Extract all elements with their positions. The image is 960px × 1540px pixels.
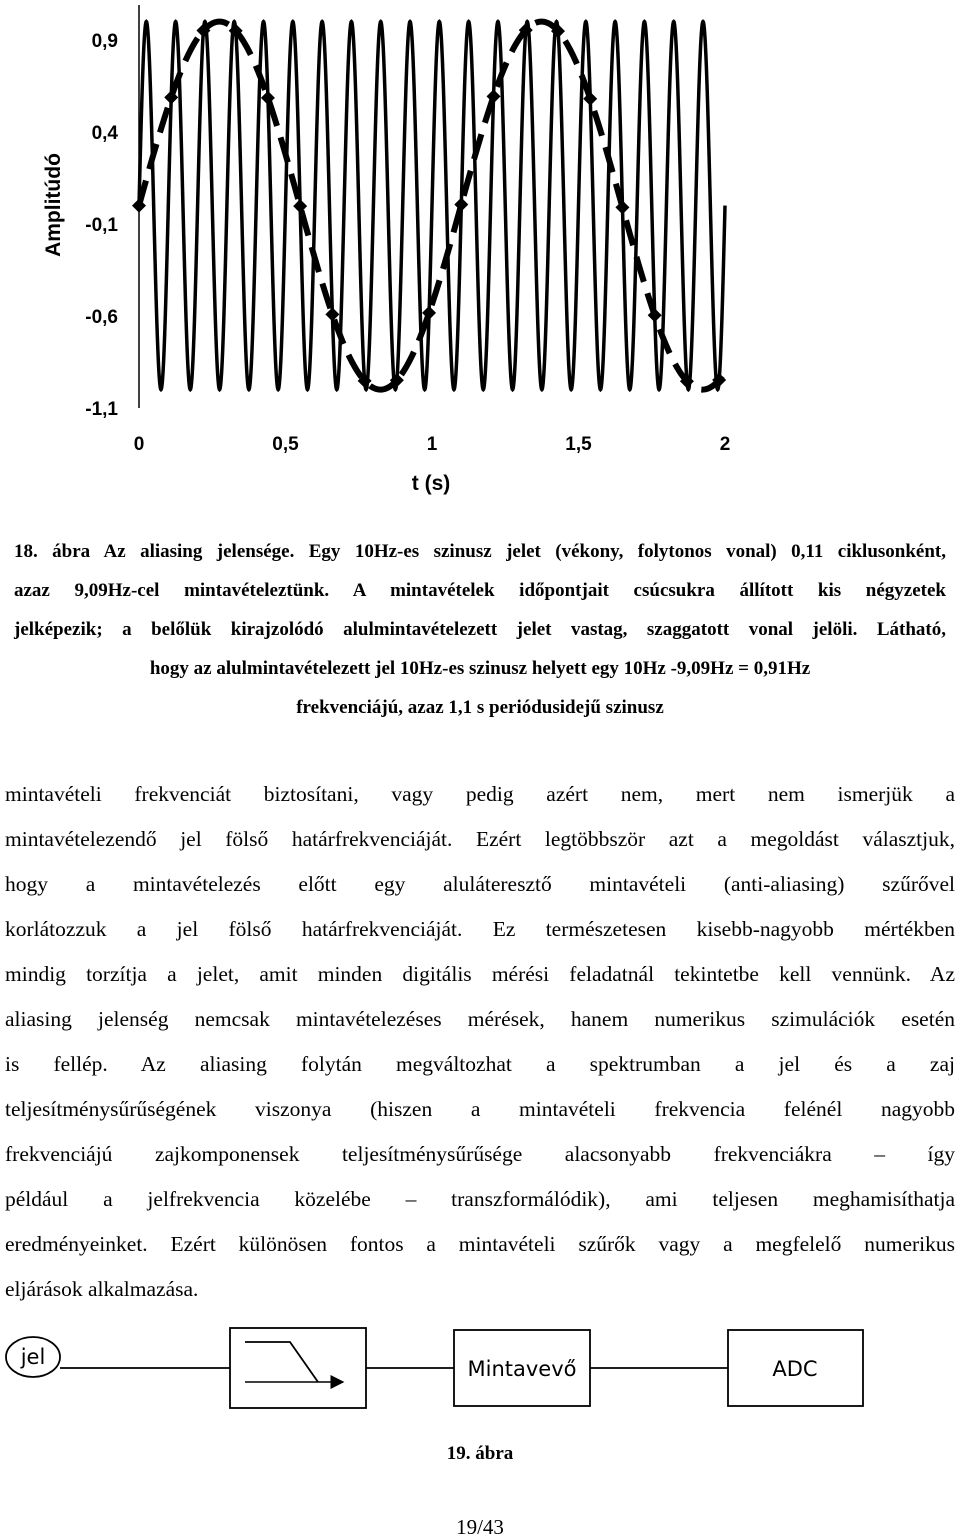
body-line: teljesítménysűrűségének viszonya (hiszen a mintavételi frekvencia felénél nagyobb <box>5 1097 955 1121</box>
x-axis-label: t (s) <box>411 472 451 495</box>
x-tick-label: 2 <box>719 434 731 455</box>
x-tick-labels <box>134 434 731 455</box>
caption-line: frekvenciájú, azaz 1,1 s periódusidejű szinusz <box>296 697 664 718</box>
y-tick-label: -1,1 <box>85 399 118 420</box>
body-line: korlátozzuk a jel fölső határfrekvenciáját. Ez természetesen kisebb-nagyobb mértékben <box>5 917 955 941</box>
y-tick-label: -0,1 <box>85 215 118 236</box>
sampler-label: Mintavevő <box>467 1357 577 1381</box>
signal-input-label: jel <box>20 1345 46 1369</box>
body-line: mindig torzítja a jelet, amit minden digitális mérési feladatnál tekintetbe kell vennünk. Az <box>5 962 955 986</box>
sample-marker <box>325 307 339 321</box>
y-axis-label: Amplitúdó <box>42 153 65 257</box>
sample-marker <box>454 197 468 211</box>
figure-label: 19. ábra <box>446 1443 514 1464</box>
body-line: mintavételi frekvenciát biztosítani, vagy pedig azért nem, mert nem ismerjük a <box>5 782 955 806</box>
sample-marker <box>648 308 662 322</box>
figure-caption <box>14 532 946 727</box>
sample-marker <box>261 91 275 105</box>
anti-aliasing-filter-block <box>230 1328 366 1408</box>
body-line: mintavételezendő jel fölső határfrekvenciáját. Ezért legtöbbször azt a megoldást választjuk, <box>5 827 955 851</box>
series-10hz-sine <box>139 22 725 390</box>
body-line: aliasing jelenség nemcsak mintavételezéses mérések, hanem numerikus szimulációk esetén <box>5 1007 955 1031</box>
sample-marker <box>132 199 146 213</box>
block-diagram <box>0 1320 960 1420</box>
body-line: eljárások alkalmazása. <box>5 1277 199 1301</box>
body-line: frekvenciájú zajkomponensek teljesítménysűrűsége alacsonyabb frekvenciákra – így <box>5 1142 955 1166</box>
y-tick-label: 0,9 <box>91 31 118 52</box>
body-line: is fellép. Az aliasing folytán megváltozhat a spektrumban a jel és a zaj <box>5 1052 955 1076</box>
body-paragraph <box>5 772 955 1312</box>
body-line: például a jelfrekvencia közelébe – transzformálódik), ami teljesen meghamisíthatja <box>5 1187 955 1211</box>
sample-marker <box>422 306 436 320</box>
sample-marker <box>583 92 597 106</box>
sample-marker <box>293 199 307 213</box>
sample-marker <box>615 200 629 214</box>
sample-marker <box>164 90 178 104</box>
body-line: eredményeinket. Ezért különösen fontos a mintavételi szűrők vagy a megfelelő numerikus <box>5 1232 955 1256</box>
x-tick-label: 1,5 <box>565 434 592 455</box>
caption-line: jelképezik; a belőlük kirajzolódó alulmintavételezett jelet vastag, szaggatott vonal jelöli. Látható, <box>14 619 946 640</box>
y-tick-label: 0,4 <box>91 123 118 144</box>
x-tick-label: 0 <box>133 434 145 455</box>
caption-line: 18. ábra Az aliasing jelensége. Egy 10Hz-es szinusz jelet (vékony, folytonos vonal) 0,11 ciklusonként, <box>14 541 946 562</box>
y-tick-labels <box>85 31 118 420</box>
page-number: 19/43 <box>456 1515 504 1539</box>
caption-line: azaz 9,09Hz-cel mintavételeztünk. A mintavételek időpontjait csúcsukra állított kis négyzetek <box>14 580 946 601</box>
x-tick-label: 1 <box>426 434 438 455</box>
sample-marker <box>487 89 501 103</box>
x-tick-label: 0,5 <box>272 434 299 455</box>
caption-line: hogy az alulmintavételezett jel 10Hz-es szinusz helyett egy 10Hz -9,09Hz = 0,91Hz <box>149 658 811 679</box>
y-tick-label: -0,6 <box>85 307 118 328</box>
adc-label: ADC <box>772 1357 818 1381</box>
body-line: hogy a mintavételezés előtt egy aluláteresztő mintavételi (anti-aliasing) szűrővel <box>5 872 955 896</box>
aliasing-chart <box>0 0 960 510</box>
